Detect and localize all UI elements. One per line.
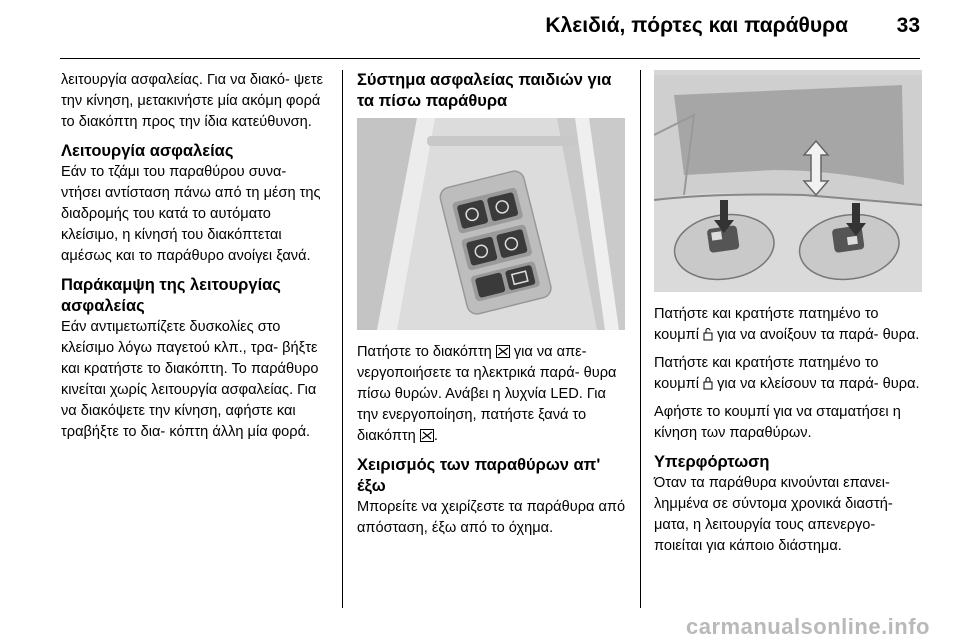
paragraph-text: . [433, 428, 438, 444]
paragraph: Αφήστε το κουμπί για να σταματήσει η κίνηση των παραθύρων. [654, 404, 901, 441]
paragraph-text: Πατήστε το διακόπτη [357, 344, 492, 360]
column-divider [342, 70, 343, 608]
paragraph: Εάν το τζάμι του παραθύρου συνα- ντήσει αντίσταση πάνω από τη μέση της διαδρομής του κατά το αυτόματο κλείσιμο, η κίνησή του διακόπτεται αμέσως και το παράθυρο ανοίγει ξανά. [61, 164, 321, 264]
watermark: carmanualsonline.info [686, 614, 930, 639]
column-divider [640, 70, 641, 608]
remote-key-illustration [654, 70, 922, 292]
column-1 [61, 70, 329, 450]
page-header [0, 0, 960, 60]
section-heading: Παράκαμψη της λειτουργίας ασφαλείας [61, 276, 281, 315]
section-heading: Χειρισμός των παραθύρων απ' έξω [357, 456, 601, 495]
unlock-button-icon [703, 327, 713, 341]
paragraph [357, 342, 627, 447]
section-heading: Υπερφόρτωση [654, 453, 770, 471]
page-number: 33 [896, 14, 920, 37]
paragraph: Εάν αντιμετωπίζετε δυσκολίες στο κλείσιμο λόγω παγετού κλπ., τρα- βήξτε και κρατήστε το διακόπτη. Το παράθυρο κινείται χωρίς λειτουργία ασφαλείας. Για να διακόψετε την κίνηση, αφήστε και τραβήξτε το δια- κόπτη άλλη μία φορά. [61, 319, 319, 440]
paragraph-text: Πατήστε και κρατήστε πατημένο το κουμπί [654, 306, 879, 343]
page-title: Κλειδιά, πόρτες και παράθυρα [545, 14, 848, 37]
lock-button-icon [703, 376, 713, 390]
paragraph [654, 304, 926, 346]
header-rule [60, 58, 920, 59]
paragraph [654, 353, 926, 395]
column-3 [654, 70, 926, 564]
window-switch-panel-illustration [357, 118, 625, 330]
paragraph: Όταν τα παράθυρα κινούνται επανει- λημμένα σε σύντομα χρονικά διαστή- ματα, η λειτουργία τους απενεργο- ποιείται για κάποιο διάστημα. [654, 475, 893, 554]
child-lock-switch-icon [496, 345, 510, 358]
paragraph: Μπορείτε να χειρίζεστε τα παράθυρα από απόσταση, έξω από το όχημα. [357, 499, 626, 536]
paragraph-text: Πατήστε και κρατήστε πατημένο το κουμπί [654, 355, 879, 392]
paragraph-text: για να απε- νεργοποιήσετε τα ηλεκτρικά παρά- θυρα πίσω θυρών. Ανάβει η λυχνία LED. Για την ενεργοποίηση, πατήστε ξανά το διακόπτη [357, 344, 617, 444]
column-2 [357, 70, 627, 546]
section-heading: Λειτουργία ασφαλείας [61, 142, 234, 160]
child-lock-switch-icon [420, 429, 434, 442]
paragraph-text: για να ανοίξουν τα παρά- θυρα. [717, 327, 920, 343]
paragraph: λειτουργία ασφαλείας. Για να διακό- ψετε την κίνηση, μετακινήστε μία ακόμη φορά το διακόπτη προς την ίδια κατεύθυνση. [61, 72, 324, 130]
section-heading: Σύστημα ασφαλείας παιδιών για τα πίσω παράθυρα [357, 71, 612, 110]
paragraph-text: για να κλείσουν τα παρά- θυρα. [717, 376, 920, 392]
